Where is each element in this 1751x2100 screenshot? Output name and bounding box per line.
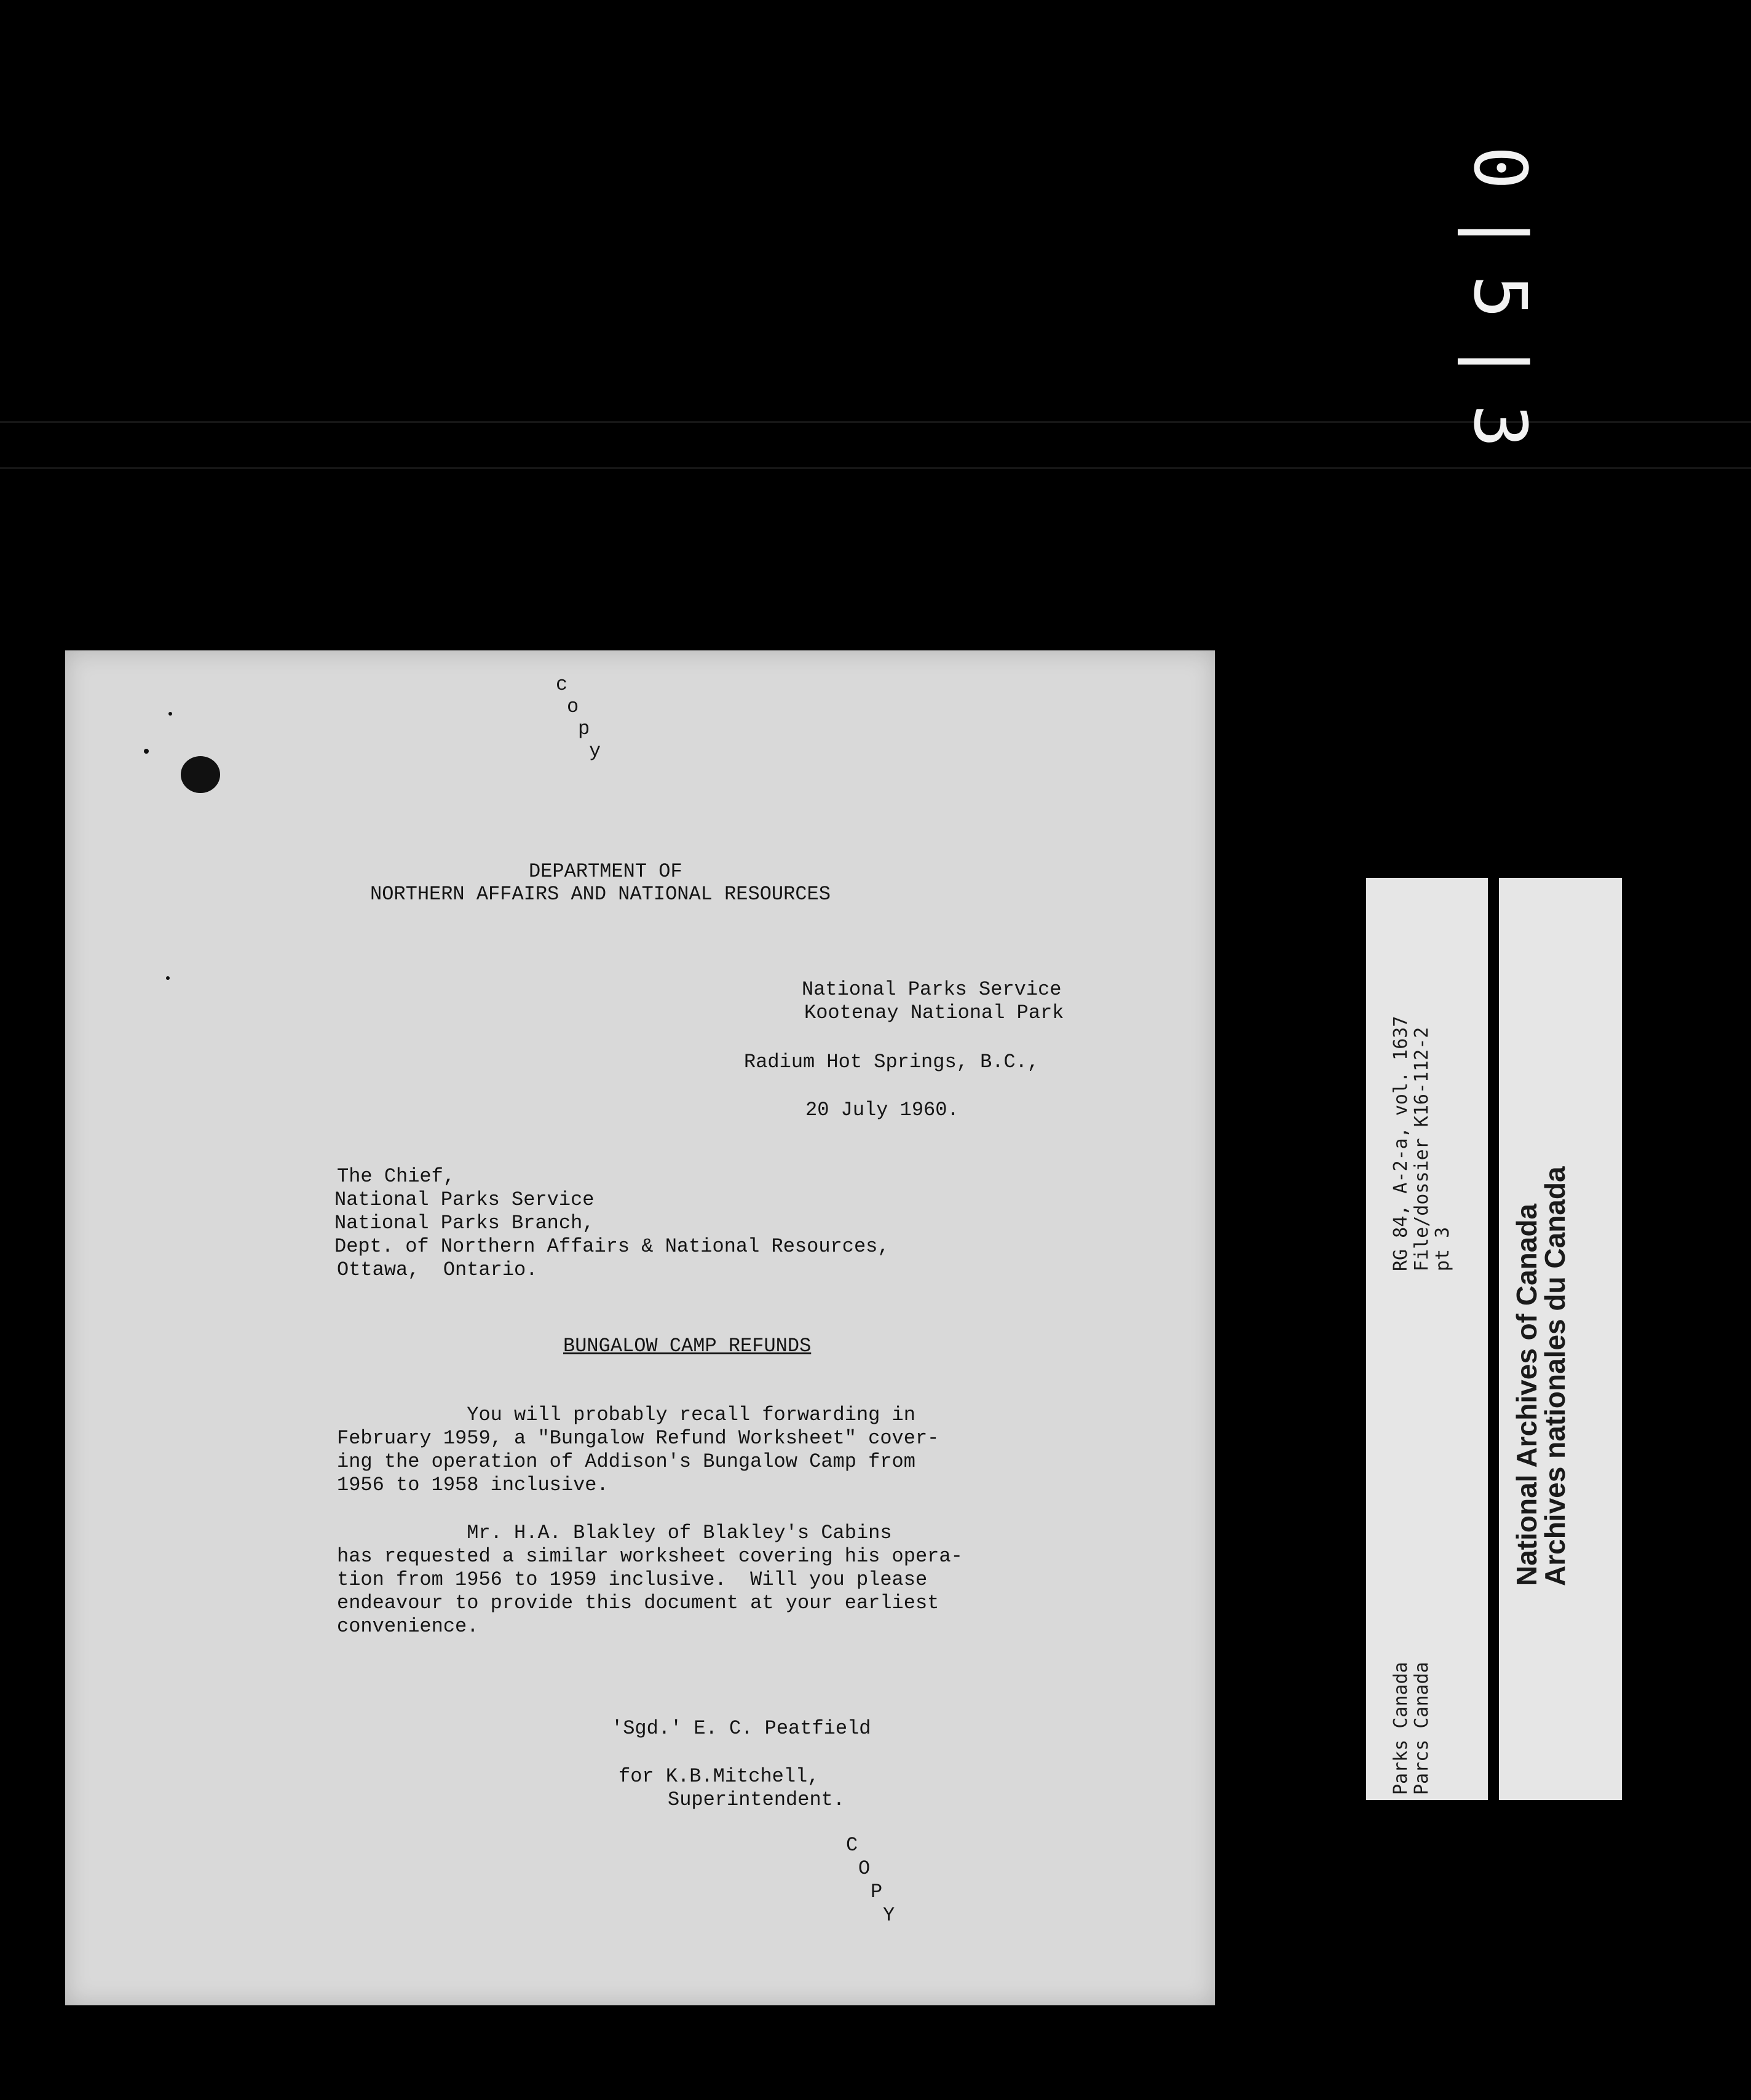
paragraph-2-line-3: tion from 1956 to 1959 inclusive. Will you please <box>337 1568 928 1591</box>
agency-line-2: Parcs Canada <box>1411 1662 1433 1795</box>
ink-blot <box>181 756 220 793</box>
recipient-line-5: Ottawa, Ontario. <box>337 1258 538 1281</box>
reference-line-3: pt 3 <box>1432 1226 1453 1271</box>
recipient-line-3: National Parks Branch, <box>334 1212 595 1234</box>
archives-label <box>1499 878 1622 1800</box>
sender-line-1: National Parks Service <box>802 978 1062 1001</box>
recipient-line-2: National Parks Service <box>334 1188 595 1211</box>
copy-mark-p: p <box>578 717 590 740</box>
paragraph-2-line-2: has requested a similar worksheet covering his opera- <box>337 1545 963 1568</box>
copy-mark-o: o <box>567 695 579 718</box>
copy-mark-y: y <box>589 740 601 762</box>
dust-speck <box>166 976 170 980</box>
paragraph-1-line-1: You will probably recall forwarding in <box>337 1403 915 1426</box>
copy-mark-bottom-o: O <box>858 1857 871 1880</box>
copy-mark-c: c <box>556 673 568 696</box>
paragraph-1-line-4: 1956 to 1958 inclusive. <box>337 1474 609 1496</box>
paragraph-1-line-2: February 1959, a "Bungalow Refund Worksheet" cover- <box>337 1427 939 1450</box>
frame-number: 0|5|3 <box>1458 146 1543 469</box>
recipient-line-1: The Chief, <box>337 1165 456 1188</box>
paragraph-2-line-1: Mr. H.A. Blakley of Blakley's Cabins <box>337 1522 892 1544</box>
copy-mark-bottom-c: C <box>846 1834 858 1857</box>
sender-line-2: Kootenay National Park <box>804 1001 1064 1024</box>
copy-mark-bottom-y: Y <box>883 1904 895 1927</box>
title-line: Superintendent. <box>668 1788 845 1811</box>
reference-line-1: RG 84, A-2-a, vol. 1637 <box>1390 1016 1412 1271</box>
copy-mark-bottom-p: P <box>871 1881 883 1903</box>
department-line-2: NORTHERN AFFAIRS AND NATIONAL RESOURCES <box>370 883 831 906</box>
department-line-1: DEPARTMENT OF <box>529 860 682 883</box>
for-line: for K.B.Mitchell, <box>619 1765 820 1788</box>
archives-name-english: National Archives of Canada <box>1511 1203 1543 1586</box>
subject-line: BUNGALOW CAMP REFUNDS <box>563 1335 812 1357</box>
reference-label <box>1366 878 1488 1800</box>
agency-line-1: Parks Canada <box>1390 1662 1412 1795</box>
sender-place: Radium Hot Springs, B.C., <box>744 1051 1040 1073</box>
letter-page <box>65 650 1215 2005</box>
paragraph-2-line-4: endeavour to provide this document at your earliest <box>337 1592 939 1614</box>
dust-speck <box>168 712 172 716</box>
paragraph-1-line-3: ing the operation of Addison's Bungalow Camp from <box>337 1450 915 1473</box>
recipient-line-4: Dept. of Northern Affairs & National Resources, <box>334 1235 890 1258</box>
signature-line: 'Sgd.' E. C. Peatfield <box>611 1717 871 1740</box>
reference-line-2: File/dossier K16-112-2 <box>1411 1027 1433 1271</box>
letter-date: 20 July 1960. <box>805 1099 959 1121</box>
dust-speck <box>144 749 149 754</box>
paragraph-2-line-5: convenience. <box>337 1615 479 1638</box>
archives-name-french: Archives nationales du Canada <box>1539 1166 1571 1586</box>
